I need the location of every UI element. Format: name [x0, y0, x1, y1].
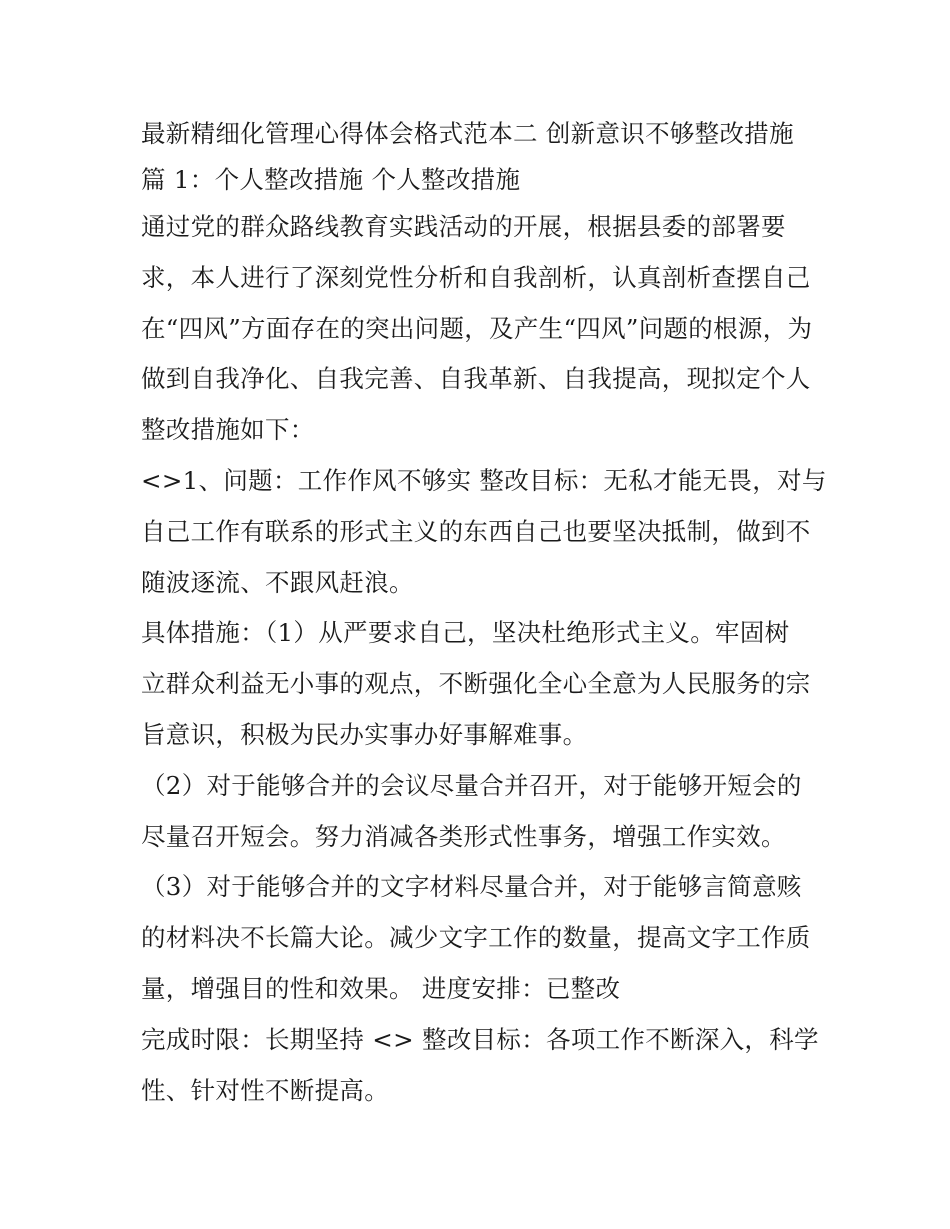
text-line: （3）对于能够合并的文字材料尽量合并，对于能够言简意赅	[141, 872, 802, 902]
text-line: 量，增强目的性和效果。 进度安排：已整改	[141, 973, 621, 1003]
text-line: 尽量召开短会。努力消减各类形式性事务，增强工作实效。	[141, 821, 786, 851]
text-line: 自己工作有联系的形式主义的东西自己也要坚决抵制，做到不	[141, 516, 811, 546]
text-line: <>1、问题：工作作风不够实 整改目标：无私才能无畏，对与	[141, 465, 827, 495]
text-line: （2）对于能够合并的会议尽量合并召开，对于能够开短会的	[141, 770, 802, 800]
document-body	[141, 110, 827, 1116]
text-line: 做到自我净化、自我完善、自我革新、自我提高，现拟定个人	[141, 364, 811, 394]
text-line: 通过党的群众路线教育实践活动的开展，根据县委的部署要	[141, 212, 786, 241]
text-line: 性、针对性不断提高。	[141, 1075, 389, 1105]
document-title: 最新精细化管理心得体会格式范本二 创新意识不够整改措施	[141, 119, 794, 148]
text-line: 求，本人进行了深刻党性分析和自我剖析，认真剖析查摆自己	[141, 262, 811, 292]
text-line: 整改措施如下：	[141, 415, 315, 445]
text-line: 的材料决不长篇大论。减少文字工作的数量，提高文字工作质	[141, 923, 811, 953]
text-line: 立群众利益无小事的观点，不断强化全心全意为人民服务的宗	[141, 669, 811, 699]
text-line: 具体措施：（1）从严要求自己，坚决杜绝形式主义。牢固树	[141, 618, 790, 648]
text-line: 完成时限：长期坚持 <> 整改目标：各项工作不断深入，科学	[141, 1024, 819, 1054]
text-line: 旨意识，积极为民办实事办好事解难事。	[141, 719, 588, 749]
text-line: 随波逐流、不跟风赶浪。	[141, 567, 414, 597]
document-subtitle: 篇 1：个人整改措施 个人整改措施	[141, 165, 521, 194]
text-line: 在“四风”方面存在的突出问题，及产生“四风”问题的根源，为	[141, 313, 813, 343]
